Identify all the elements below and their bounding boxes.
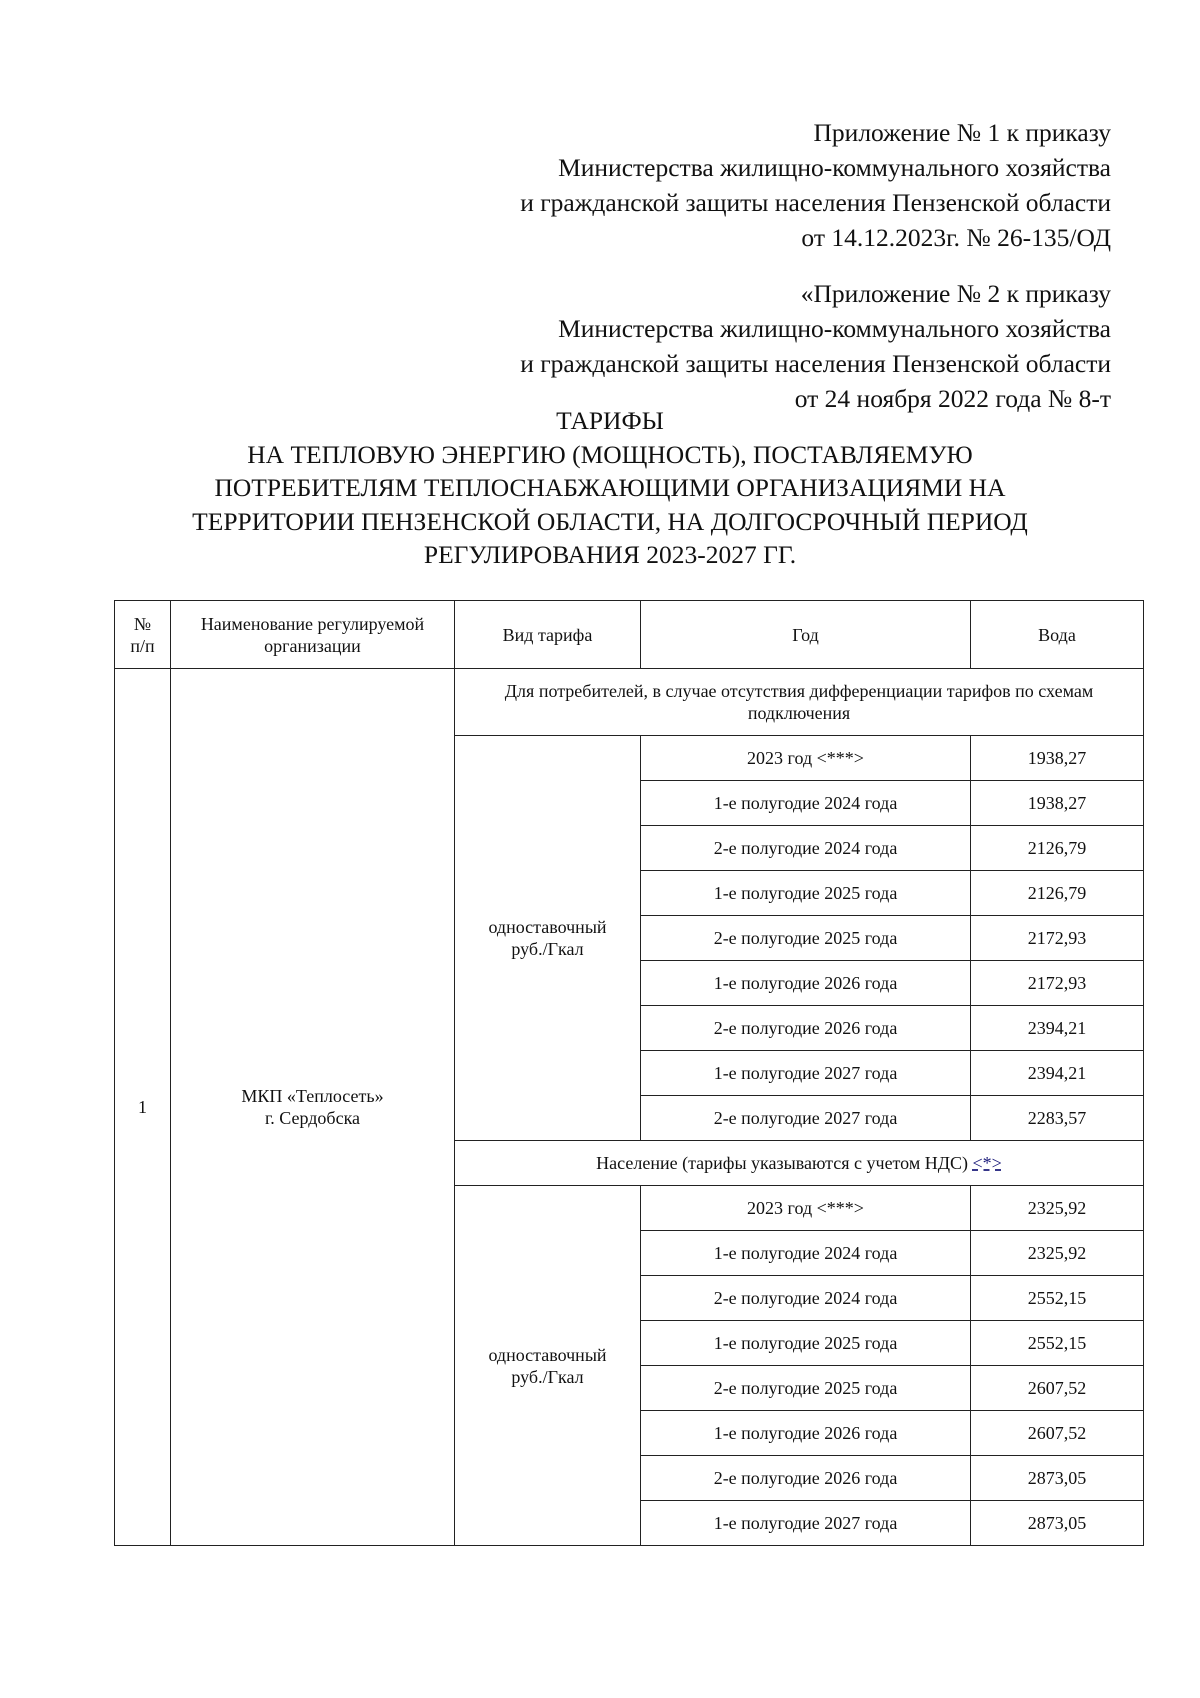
annex-2-line: от 24 ноября 2022 года № 8-т: [794, 384, 1111, 413]
title-line: ТАРИФЫ: [556, 406, 664, 435]
annex-2-line: «Приложение № 2 к приказу: [800, 279, 1111, 308]
organization-name: МКП «Теплосеть» г. Сердобска: [171, 669, 455, 1546]
value-cell: 2873,05: [971, 1456, 1144, 1501]
annex-2-line: и гражданской защиты населения Пензенской области: [520, 349, 1111, 378]
value-cell: 2172,93: [971, 916, 1144, 961]
year-cell: 2023 год <***>: [641, 736, 971, 781]
year-cell: 1-е полугодие 2026 года: [641, 1411, 971, 1456]
annex-2-header: [520, 276, 1111, 416]
header-water: Вода: [971, 601, 1144, 669]
year-cell: 2-е полугодие 2025 года: [641, 1366, 971, 1411]
value-cell: 2873,05: [971, 1501, 1144, 1546]
tariff-type-cell: одноставочный руб./Гкал: [455, 736, 641, 1141]
year-cell: 2-е полугодие 2026 года: [641, 1456, 971, 1501]
value-cell: 2325,92: [971, 1186, 1144, 1231]
annex-1-line: Министерства жилищно-коммунального хозяйства: [558, 153, 1111, 182]
tariff-type-cell: одноставочный руб./Гкал: [455, 1186, 641, 1546]
title-line: ПОТРЕБИТЕЛЯМ ТЕПЛОСНАБЖАЮЩИМИ ОРГАНИЗАЦИЯМИ НА: [214, 473, 1006, 502]
year-cell: 2023 год <***>: [641, 1186, 971, 1231]
header-year: Год: [641, 601, 971, 669]
row-number: 1: [115, 669, 171, 1546]
year-cell: 1-е полугодие 2027 года: [641, 1501, 971, 1546]
tariffs-table: [114, 600, 1144, 1546]
value-cell: 2607,52: [971, 1366, 1144, 1411]
year-cell: 1-е полугодие 2024 года: [641, 781, 971, 826]
header-tariff-type: Вид тарифа: [455, 601, 641, 669]
value-cell: 2126,79: [971, 871, 1144, 916]
title-line: ТЕРРИТОРИИ ПЕНЗЕНСКОЙ ОБЛАСТИ, НА ДОЛГОСРОЧНЫЙ ПЕРИОД: [192, 506, 1028, 536]
value-cell: 2172,93: [971, 961, 1144, 1006]
year-cell: 1-е полугодие 2025 года: [641, 1321, 971, 1366]
annex-1-line: от 14.12.2023г. № 26-135/ОД: [801, 223, 1111, 252]
value-cell: 2394,21: [971, 1051, 1144, 1096]
value-cell: 2552,15: [971, 1321, 1144, 1366]
year-cell: 1-е полугодие 2024 года: [641, 1231, 971, 1276]
year-cell: 2-е полугодие 2024 года: [641, 1276, 971, 1321]
document-title: [110, 404, 1110, 572]
header-organization: Наименование регулируемой организации: [171, 601, 455, 669]
year-cell: 2-е полугодие 2026 года: [641, 1006, 971, 1051]
footnote-link[interactable]: <*>: [972, 1153, 1002, 1173]
section-title: Население (тарифы указываются с учетом НДС) <*>: [455, 1141, 1144, 1186]
value-cell: 2283,57: [971, 1096, 1144, 1141]
table-header-row: [115, 601, 1144, 669]
value-cell: 2552,15: [971, 1276, 1144, 1321]
section-title: Для потребителей, в случае отсутствия дифференциации тарифов по схемам подключения: [455, 669, 1144, 736]
year-cell: 1-е полугодие 2025 года: [641, 871, 971, 916]
value-cell: 2325,92: [971, 1231, 1144, 1276]
year-cell: 2-е полугодие 2025 года: [641, 916, 971, 961]
section-row: [115, 669, 1144, 736]
value-cell: 2607,52: [971, 1411, 1144, 1456]
annex-2-line: Министерства жилищно-коммунального хозяйства: [558, 314, 1111, 343]
year-cell: 1-е полугодие 2026 года: [641, 961, 971, 1006]
annex-1-line: Приложение № 1 к приказу: [813, 118, 1111, 147]
value-cell: 1938,27: [971, 781, 1144, 826]
year-cell: 1-е полугодие 2027 года: [641, 1051, 971, 1096]
annex-1-line: и гражданской защиты населения Пензенской области: [520, 188, 1111, 217]
value-cell: 2394,21: [971, 1006, 1144, 1051]
value-cell: 1938,27: [971, 736, 1144, 781]
year-cell: 2-е полугодие 2027 года: [641, 1096, 971, 1141]
header-number: № п/п: [115, 601, 171, 669]
title-line: НА ТЕПЛОВУЮ ЭНЕРГИЮ (МОЩНОСТЬ), ПОСТАВЛЯЕМУЮ: [247, 439, 973, 469]
year-cell: 2-е полугодие 2024 года: [641, 826, 971, 871]
value-cell: 2126,79: [971, 826, 1144, 871]
title-line: РЕГУЛИРОВАНИЯ 2023-2027 ГГ.: [423, 540, 797, 569]
annex-1-header: [520, 115, 1111, 255]
